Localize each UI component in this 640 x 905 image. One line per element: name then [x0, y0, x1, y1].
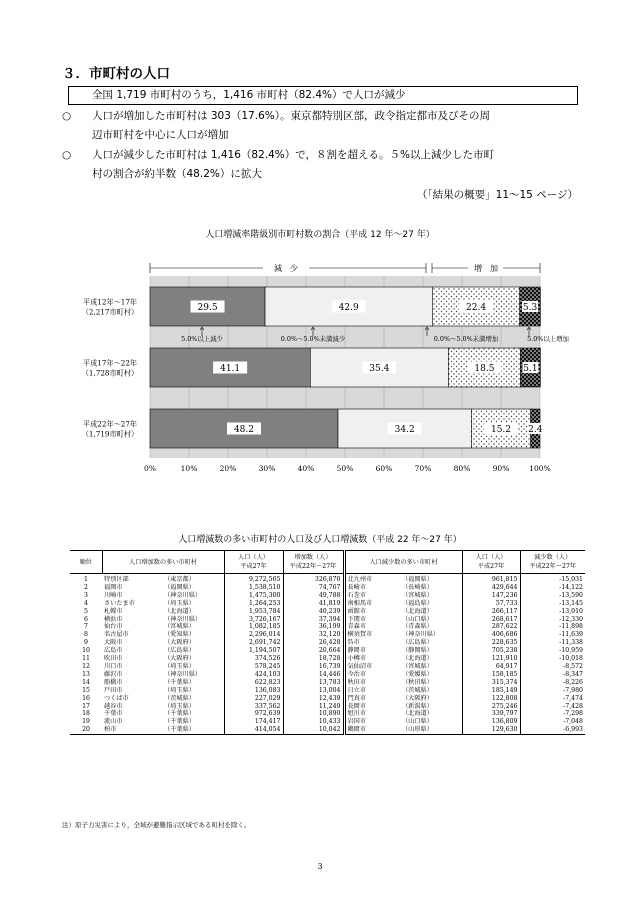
header-pop: 人口（人）: [224, 551, 283, 563]
table-row: [70, 600, 585, 608]
data-label: 41.1: [220, 364, 241, 374]
x-tick-label: 70%: [414, 464, 432, 473]
table-cell: （茨城県）: [164, 694, 195, 702]
table-cell: 北九州市: [344, 574, 400, 584]
bullet-line: 村の割合が約半数（48.2%）に拡大: [92, 168, 262, 180]
data-label: 15.2: [490, 425, 512, 435]
table-cell: -15,031: [520, 574, 585, 584]
table-cell: （神奈川県）: [402, 631, 440, 639]
table-cell: 32,120: [283, 631, 344, 639]
table-cell: （大阪府）: [164, 655, 195, 663]
table-cell: （山形県）: [402, 726, 433, 734]
table-cell: 315,374: [462, 679, 520, 687]
table-cell: （山口県）: [402, 718, 433, 726]
table-cell: -11,338: [520, 639, 585, 647]
table-cell: （埼玉県）: [164, 662, 195, 670]
table-cell: 1,082,185: [224, 623, 283, 631]
table-row: [70, 592, 585, 600]
table-cell: 429,644: [462, 584, 520, 592]
table-cell: （山口県）: [402, 615, 433, 623]
table-row: [70, 726, 585, 734]
table-cell: 9: [84, 639, 88, 647]
table-cell: 今治市: [344, 671, 400, 679]
table-cell: 122,808: [462, 695, 520, 703]
category-label: 平成17年～22年: [82, 358, 138, 368]
table-cell: 12,439: [283, 695, 344, 703]
table-cell: 337,562: [224, 703, 283, 711]
table-cell: 8: [84, 631, 88, 639]
table-cell: 船橋市: [104, 678, 123, 686]
table-cell: 門真市: [344, 695, 400, 703]
data-label: 5.3: [522, 303, 538, 313]
table-cell: 下関市: [344, 616, 400, 624]
footnote: 注）原子力災害により，全域が避難指示区域である町村を除く。: [62, 821, 251, 829]
table-cell: （埼玉県）: [164, 686, 195, 694]
table-cell: （宮城県）: [402, 591, 433, 599]
table-cell: 275,246: [462, 703, 520, 711]
table-cell: 横浜市: [104, 615, 123, 623]
table-cell: 青森市: [344, 623, 400, 631]
table-cell: 流山市: [104, 718, 123, 726]
table-cell: 41,819: [283, 600, 344, 608]
table-cell: 呉市: [344, 639, 400, 647]
table-cell: （静岡県）: [402, 647, 433, 655]
category-label-count: （1,719市町村）: [81, 429, 139, 439]
table-cell: 57,733: [462, 600, 520, 608]
table-cell: （神奈川県）: [164, 591, 202, 599]
table-cell: 横須賀市: [344, 631, 400, 639]
table-cell: -7,048: [520, 718, 585, 726]
reference-note: （「結果の概要」11～15 ページ）: [416, 189, 578, 201]
table-cell: -7,298: [520, 710, 585, 718]
table-cell: （埼玉県）: [164, 599, 195, 607]
table-cell: 158,185: [462, 671, 520, 679]
table-cell: 227,029: [224, 695, 283, 703]
table-cell: 2,691,742: [224, 639, 283, 647]
series-label: 5.0%以上減少: [181, 335, 223, 343]
table-cell: 旭川市: [344, 710, 400, 718]
table-cell: （北海道）: [402, 655, 433, 663]
category-label: 平成22年～27年: [82, 419, 138, 429]
table-row: [70, 574, 585, 584]
table-cell: 185,149: [462, 687, 520, 695]
table-cell: 136,083: [224, 687, 283, 695]
x-tick-label: 80%: [453, 464, 471, 473]
x-tick-label: 10%: [180, 464, 198, 473]
table-cell: （北海道）: [402, 710, 433, 718]
table-cell: 気仙沼市: [344, 663, 400, 671]
table-cell: -8,572: [520, 663, 585, 671]
table-cell: 10,433: [283, 718, 344, 726]
chart-title: 人口増減率階級別市町村数の割合（平成 12 年～27 年）: [205, 230, 435, 240]
table-cell: （東京都）: [164, 576, 195, 583]
table-cell: 961,815: [462, 574, 520, 584]
table-cell: 仙台市: [104, 623, 123, 631]
table-row: [70, 679, 585, 687]
table-cell: 147,236: [462, 592, 520, 600]
table-row: [70, 647, 585, 655]
table-cell: 406,686: [462, 631, 520, 639]
header-inc: 増加数（人）: [283, 551, 344, 563]
table-cell: 268,617: [462, 616, 520, 624]
table-cell: 19: [82, 718, 90, 726]
table-cell: 1,538,510: [224, 584, 283, 592]
table-cell: （千葉県）: [164, 678, 195, 686]
table-cell: （宮城県）: [402, 662, 433, 670]
table-cell: 37,394: [283, 616, 344, 624]
header-dec-sub: 平成22年～27年: [520, 562, 585, 574]
table-cell: 13: [82, 670, 90, 678]
category-label: 平成12年～17年: [82, 297, 138, 307]
table-cell: （北海道）: [402, 607, 433, 615]
table-cell: -7,428: [520, 703, 585, 711]
table-cell: 15: [82, 686, 90, 694]
table-cell: 4: [84, 599, 88, 607]
bullet-line: 人口が増加した市町村は 303（17.6%）。東京都特別区部，政令指定都市及びその周: [92, 110, 490, 122]
table-cell: 広島市: [104, 647, 123, 655]
table-cell: さいたま市: [104, 599, 135, 607]
table-cell: 40,239: [283, 608, 344, 616]
table-cell: 岩国市: [344, 718, 400, 726]
table-cell: （青森県）: [402, 623, 433, 631]
table-cell: 49,788: [283, 592, 344, 600]
table-row: [70, 671, 585, 679]
table-cell: （大阪府）: [402, 694, 433, 702]
table-cell: （大阪府）: [164, 639, 195, 647]
page-number: 3: [317, 862, 323, 871]
table-cell: （北海道）: [164, 607, 195, 615]
table-cell: 1: [84, 576, 88, 583]
table-cell: 柏市: [104, 726, 117, 734]
table-cell: つくば市: [104, 694, 129, 702]
table-cell: （千葉県）: [164, 710, 195, 718]
header-pop-sub-dec: 平成27年: [462, 562, 520, 574]
table-title: 人口増減数の多い市町村の人口及び人口増減数（平成 22 年～27 年）: [178, 535, 462, 545]
table-cell: 1,953,784: [224, 608, 283, 616]
table-cell: （神奈川県）: [164, 615, 202, 623]
table-cell: 13,783: [283, 679, 344, 687]
table-row: [70, 608, 585, 616]
table-cell: -13,010: [520, 608, 585, 616]
header-rank: 順位: [79, 558, 92, 566]
table-cell: 日立市: [344, 687, 400, 695]
table-cell: （千葉県）: [164, 726, 195, 734]
table-row: [70, 639, 585, 647]
table-cell: （広島県）: [164, 647, 195, 655]
table-cell: （神奈川県）: [164, 670, 202, 678]
table-cell: 2: [84, 583, 88, 591]
bullet-line: 辺市町村を中心に人口が増加: [92, 129, 229, 141]
x-tick-label: 20%: [219, 464, 237, 473]
table-cell: 972,639: [224, 710, 283, 718]
table-cell: （長崎県）: [402, 583, 433, 591]
table-cell: -10,959: [520, 647, 585, 655]
table-cell: 2,296,014: [224, 631, 283, 639]
table-cell: -7,474: [520, 695, 585, 703]
table-cell: 小樽市: [344, 655, 400, 663]
table-cell: 129,630: [462, 726, 520, 734]
data-label: 5.1: [523, 364, 538, 374]
section-title: ３．市町村の人口: [62, 66, 170, 82]
data-label: 2.4: [528, 425, 543, 435]
table-cell: 石巻市: [344, 592, 400, 600]
x-tick-label: 30%: [258, 464, 276, 473]
table-cell: 藤沢市: [104, 670, 123, 678]
table-cell: 622,823: [224, 679, 283, 687]
table-cell: 414,054: [224, 726, 283, 734]
table-cell: 特別区部: [104, 576, 129, 583]
table-cell: 川口市: [104, 662, 123, 670]
table-row: [70, 584, 585, 592]
table-cell: 函館市: [344, 608, 400, 616]
table-cell: 266,117: [462, 608, 520, 616]
table-cell: （新潟県）: [402, 702, 433, 710]
table-cell: （愛媛県）: [402, 670, 433, 678]
table-cell: -6,993: [520, 726, 585, 734]
table-row: [70, 663, 585, 671]
table-cell: -11,898: [520, 623, 585, 631]
table-cell: 10,042: [283, 726, 344, 734]
bullet-line: 人口が減少した市町村は 1,416（82.4%）で，８割を超える。５%以上減少した市町: [92, 149, 495, 161]
table-row: [70, 695, 585, 703]
table-cell: 1,475,300: [224, 592, 283, 600]
table-row: [70, 655, 585, 663]
table-cell: （宮城県）: [164, 623, 195, 631]
table-cell: 福岡市: [104, 583, 123, 591]
data-label: 34.2: [394, 425, 415, 435]
category-label-count: （2,217市町村）: [81, 307, 139, 317]
table-cell: （千葉県）: [164, 718, 195, 726]
table-cell: （愛知県）: [164, 631, 195, 639]
table-cell: 20,664: [283, 647, 344, 655]
table-cell: -14,122: [520, 584, 585, 592]
table-cell: 174,417: [224, 718, 283, 726]
x-tick-label: 100%: [529, 464, 551, 473]
table-row: [70, 703, 585, 711]
table-cell: 136,809: [462, 718, 520, 726]
data-label: 48.2: [233, 425, 255, 435]
table-cell: 9,272,565: [224, 574, 283, 584]
table-cell: 川崎市: [104, 591, 123, 599]
table-cell: 7: [84, 623, 88, 631]
header-increase-name: 人口増加数の多い市町村: [102, 551, 224, 574]
table-cell: 339,797: [462, 710, 520, 718]
header-inc-sub: 平成22年～27年: [283, 562, 344, 574]
table-cell: 11: [82, 655, 90, 663]
data-label: 18.5: [474, 364, 495, 374]
table-cell: 5: [84, 607, 88, 615]
header-decrease-name: 人口減少数の多い市町村: [344, 551, 462, 574]
table-cell: 121,910: [462, 655, 520, 663]
table-cell: 18: [82, 710, 90, 718]
table-cell: 1,194,507: [224, 647, 283, 655]
table-row: [70, 631, 585, 639]
header-pop-dec: 人口（人）: [462, 551, 520, 563]
table-cell: （茨城県）: [402, 686, 433, 694]
table-cell: 吹田市: [104, 655, 123, 663]
table-cell: （福岡県）: [402, 576, 433, 583]
table-cell: 64,917: [462, 663, 520, 671]
table-cell: 大阪市: [104, 639, 123, 647]
x-tick-label: 50%: [336, 464, 354, 473]
table-cell: （広島県）: [402, 639, 433, 647]
summary-text: 全国 1,719 市町村のうち，1,416 市町村（82.4%）で人口が減少: [92, 89, 406, 101]
table-cell: -8,226: [520, 679, 585, 687]
table-cell: 13,004: [283, 687, 344, 695]
table-cell: 3: [84, 591, 88, 599]
table-cell: 札幌市: [104, 607, 123, 615]
table-cell: 326,870: [283, 574, 344, 584]
table-cell: 鶴岡市: [344, 726, 400, 734]
series-label: 5.0%以上増加: [527, 335, 569, 343]
table-cell: 287,622: [462, 623, 520, 631]
table-cell: （埼玉県）: [164, 702, 195, 710]
data-label: 22.4: [466, 303, 487, 313]
table-cell: 17: [82, 702, 90, 710]
x-tick-label: 90%: [492, 464, 510, 473]
table-cell: 静岡市: [344, 647, 400, 655]
table-row: [70, 718, 585, 726]
table-cell: 6: [84, 615, 88, 623]
data-label: 35.4: [369, 364, 390, 374]
table-cell: 名古屋市: [104, 631, 129, 639]
x-tick-label: 60%: [375, 464, 393, 473]
table-cell: 10: [82, 647, 90, 655]
table-cell: -7,980: [520, 687, 585, 695]
table-cell: （福島県）: [402, 599, 433, 607]
x-tick-label: 40%: [297, 464, 315, 473]
x-tick-label: 0%: [144, 464, 156, 473]
table-cell: 36,199: [283, 623, 344, 631]
table-cell: 南相馬市: [344, 600, 400, 608]
table-cell: （秋田県）: [402, 678, 433, 686]
table-cell: 3,726,167: [224, 616, 283, 624]
series-label: 0.0%～5.0%未満減少: [280, 335, 346, 343]
table-cell: 長岡市: [344, 703, 400, 711]
table-cell: 16: [82, 694, 90, 702]
table-row: [70, 710, 585, 718]
table-cell: 578,245: [224, 663, 283, 671]
table-cell: 長崎市: [344, 584, 400, 592]
table-cell: 11,249: [283, 703, 344, 711]
table-cell: （福岡県）: [164, 583, 195, 591]
table-cell: -8,347: [520, 671, 585, 679]
table-cell: 秋田市: [344, 679, 400, 687]
group-label-decrease: 減 少: [274, 264, 298, 273]
table-cell: 戸田市: [104, 686, 123, 694]
table-cell: 14: [82, 678, 90, 686]
table-cell: 10,890: [283, 710, 344, 718]
table-cell: -13,145: [520, 600, 585, 608]
table-cell: 20: [82, 726, 90, 734]
table-row: [70, 687, 585, 695]
table-cell: -13,590: [520, 592, 585, 600]
table-cell: 228,635: [462, 639, 520, 647]
table-cell: 1,264,253: [224, 600, 283, 608]
table-cell: -12,330: [520, 616, 585, 624]
table-row: [70, 623, 585, 631]
header-dec: 減少数（人）: [520, 551, 585, 563]
header-pop-sub: 平成27年: [224, 562, 283, 574]
table-cell: -10,018: [520, 655, 585, 663]
data-label: 42.9: [338, 303, 359, 313]
table-cell: 12: [82, 662, 90, 670]
category-label-count: （1,728市町村）: [81, 368, 139, 378]
data-label: 29.5: [197, 303, 218, 313]
table-row: [70, 616, 585, 624]
table-cell: 26,428: [283, 639, 344, 647]
table-cell: -11,639: [520, 631, 585, 639]
table-cell: 越谷市: [104, 702, 123, 710]
group-label-increase: 増 加: [474, 264, 498, 273]
table-cell: 424,103: [224, 671, 283, 679]
table-cell: 705,238: [462, 647, 520, 655]
series-label: 0.0%～5.0%未満増加: [433, 335, 499, 343]
table-cell: 74,767: [283, 584, 344, 592]
table-cell: 374,526: [224, 655, 283, 663]
table-cell: 千葉市: [104, 710, 123, 718]
ranking-table: [70, 550, 585, 735]
bullet-mark: ○: [62, 110, 72, 122]
bullet-mark: ○: [62, 149, 72, 161]
table-cell: 18,728: [283, 655, 344, 663]
table-cell: 16,739: [283, 663, 344, 671]
table-cell: 14,446: [283, 671, 344, 679]
